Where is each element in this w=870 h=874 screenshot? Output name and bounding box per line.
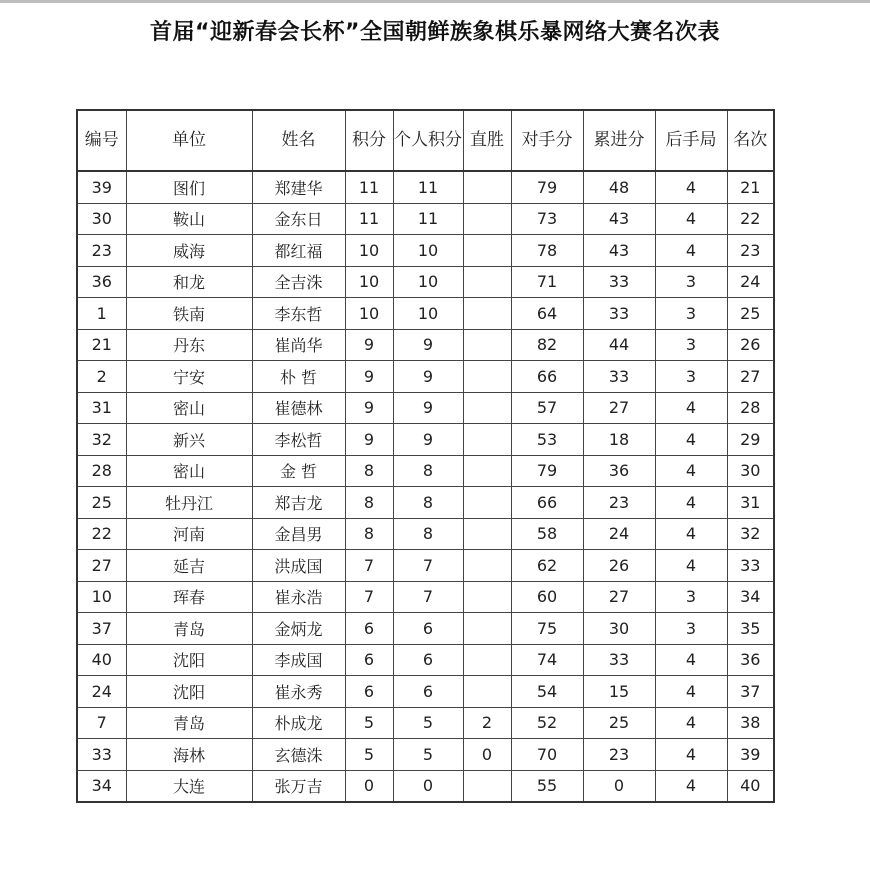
table-cell: 10 (393, 235, 463, 267)
table-cell: 图们 (126, 171, 252, 203)
table-cell: 都红福 (252, 235, 345, 267)
table-cell: 32 (77, 424, 126, 456)
table-cell: 4 (655, 644, 727, 676)
table-cell: 10 (345, 266, 393, 298)
table-cell (463, 361, 511, 393)
header-cell: 单位 (126, 110, 252, 171)
table-cell: 洪成国 (252, 550, 345, 582)
table-cell: 32 (727, 518, 774, 550)
table-cell: 9 (345, 392, 393, 424)
table-cell: 30 (77, 203, 126, 235)
table-cell: 26 (583, 550, 655, 582)
table-cell: 27 (77, 550, 126, 582)
table-row (77, 203, 774, 235)
table-cell: 4 (655, 203, 727, 235)
table-cell: 28 (727, 392, 774, 424)
table-cell: 5 (345, 739, 393, 771)
header-row (77, 110, 774, 171)
table-cell: 55 (511, 770, 583, 802)
table-cell: 3 (655, 329, 727, 361)
table-cell (463, 676, 511, 708)
table-cell: 31 (77, 392, 126, 424)
table-cell: 7 (345, 581, 393, 613)
table-row (77, 739, 774, 771)
table-cell: 30 (583, 613, 655, 645)
table-cell (463, 455, 511, 487)
table-cell: 31 (727, 487, 774, 519)
table-row (77, 581, 774, 613)
table-cell: 3 (655, 613, 727, 645)
table-cell (463, 770, 511, 802)
table-cell: 78 (511, 235, 583, 267)
table-cell: 7 (393, 581, 463, 613)
table-cell: 青岛 (126, 613, 252, 645)
table-cell: 4 (655, 518, 727, 550)
table-cell: 25 (77, 487, 126, 519)
table-cell: 8 (345, 455, 393, 487)
table-cell: 金昌男 (252, 518, 345, 550)
table-cell: 70 (511, 739, 583, 771)
table-row (77, 298, 774, 330)
table-cell: 和龙 (126, 266, 252, 298)
table-row (77, 676, 774, 708)
table-cell: 22 (77, 518, 126, 550)
table-cell: 7 (345, 550, 393, 582)
table-cell: 4 (655, 235, 727, 267)
table-row (77, 392, 774, 424)
table-cell: 74 (511, 644, 583, 676)
table-cell: 10 (77, 581, 126, 613)
table-cell: 朴 哲 (252, 361, 345, 393)
table-cell (463, 203, 511, 235)
table-row (77, 518, 774, 550)
table-cell: 52 (511, 707, 583, 739)
table-cell: 9 (345, 329, 393, 361)
table-cell: 密山 (126, 392, 252, 424)
table-cell: 37 (77, 613, 126, 645)
table-cell: 66 (511, 361, 583, 393)
table-cell: 8 (393, 518, 463, 550)
table-cell: 李成国 (252, 644, 345, 676)
table-cell: 大连 (126, 770, 252, 802)
table-cell: 39 (77, 171, 126, 203)
table-cell: 10 (393, 266, 463, 298)
table-cell: 珲春 (126, 581, 252, 613)
table-cell (463, 644, 511, 676)
header-cell: 姓名 (252, 110, 345, 171)
table-cell: 铁南 (126, 298, 252, 330)
table-cell: 37 (727, 676, 774, 708)
table-cell: 39 (727, 739, 774, 771)
table-row (77, 171, 774, 203)
table-cell: 27 (583, 581, 655, 613)
table-cell: 6 (393, 613, 463, 645)
table-cell: 6 (345, 613, 393, 645)
table-cell: 75 (511, 613, 583, 645)
table-cell: 27 (727, 361, 774, 393)
table-cell: 23 (583, 487, 655, 519)
table-cell: 张万吉 (252, 770, 345, 802)
table-cell: 66 (511, 487, 583, 519)
table-cell: 53 (511, 424, 583, 456)
table-cell: 25 (727, 298, 774, 330)
table-row (77, 455, 774, 487)
table-cell: 24 (727, 266, 774, 298)
table-cell: 9 (393, 392, 463, 424)
table-cell: 3 (655, 581, 727, 613)
header-cell: 后手局 (655, 110, 727, 171)
table-cell: 海林 (126, 739, 252, 771)
table-cell: 33 (583, 266, 655, 298)
table-cell: 6 (393, 644, 463, 676)
table-row (77, 361, 774, 393)
table-row (77, 329, 774, 361)
table-cell: 71 (511, 266, 583, 298)
table-row (77, 424, 774, 456)
table-body (77, 171, 774, 802)
table-cell: 48 (583, 171, 655, 203)
table-cell: 4 (655, 455, 727, 487)
table-cell: 10 (345, 235, 393, 267)
table-cell: 沈阳 (126, 644, 252, 676)
table-cell (463, 235, 511, 267)
table-cell: 4 (655, 707, 727, 739)
table-cell: 崔永浩 (252, 581, 345, 613)
table-cell: 4 (655, 487, 727, 519)
table-cell: 崔德林 (252, 392, 345, 424)
table-cell: 54 (511, 676, 583, 708)
table-cell (463, 487, 511, 519)
table-cell (463, 329, 511, 361)
table-cell: 4 (655, 424, 727, 456)
table-cell: 36 (583, 455, 655, 487)
table-cell: 新兴 (126, 424, 252, 456)
table-cell: 64 (511, 298, 583, 330)
table-cell: 崔永秀 (252, 676, 345, 708)
top-divider (0, 0, 870, 3)
table-cell: 9 (393, 361, 463, 393)
table-cell: 2 (77, 361, 126, 393)
table-cell: 40 (727, 770, 774, 802)
table-cell: 10 (345, 298, 393, 330)
table-cell (463, 171, 511, 203)
table-cell: 73 (511, 203, 583, 235)
table-cell: 8 (345, 518, 393, 550)
table-cell: 60 (511, 581, 583, 613)
table-cell: 河南 (126, 518, 252, 550)
table-cell: 3 (655, 298, 727, 330)
table-cell: 33 (583, 298, 655, 330)
table-cell: 33 (583, 644, 655, 676)
table-cell: 27 (583, 392, 655, 424)
table-row (77, 487, 774, 519)
table-cell: 崔尚华 (252, 329, 345, 361)
table-cell: 7 (77, 707, 126, 739)
header-cell: 对手分 (511, 110, 583, 171)
table-cell: 11 (345, 171, 393, 203)
table-cell: 40 (77, 644, 126, 676)
table-cell: 8 (393, 455, 463, 487)
table-cell: 22 (727, 203, 774, 235)
table-cell: 金炳龙 (252, 613, 345, 645)
table-cell: 7 (393, 550, 463, 582)
header-cell: 个人积分 (393, 110, 463, 171)
table-cell: 26 (727, 329, 774, 361)
table-row (77, 707, 774, 739)
table-cell: 18 (583, 424, 655, 456)
table-cell: 威海 (126, 235, 252, 267)
table-cell: 11 (393, 171, 463, 203)
table-cell: 青岛 (126, 707, 252, 739)
table-cell: 33 (727, 550, 774, 582)
table-cell: 10 (393, 298, 463, 330)
table-cell: 沈阳 (126, 676, 252, 708)
table-cell: 郑吉龙 (252, 487, 345, 519)
table-cell: 8 (345, 487, 393, 519)
table-cell: 82 (511, 329, 583, 361)
table-cell: 郑建华 (252, 171, 345, 203)
table-cell: 23 (583, 739, 655, 771)
table-cell: 62 (511, 550, 583, 582)
table-cell: 6 (393, 676, 463, 708)
table-cell (463, 266, 511, 298)
table-cell: 4 (655, 392, 727, 424)
table-row (77, 644, 774, 676)
header-cell: 积分 (345, 110, 393, 171)
table-cell: 牡丹江 (126, 487, 252, 519)
table-cell: 44 (583, 329, 655, 361)
table-cell: 23 (77, 235, 126, 267)
table-row (77, 266, 774, 298)
table-row (77, 770, 774, 802)
table-row (77, 613, 774, 645)
table-cell: 25 (583, 707, 655, 739)
table-cell: 0 (463, 739, 511, 771)
table-cell: 0 (345, 770, 393, 802)
table-cell: 24 (77, 676, 126, 708)
table-cell: 30 (727, 455, 774, 487)
table-cell: 4 (655, 171, 727, 203)
table-cell: 9 (393, 329, 463, 361)
table-cell: 43 (583, 203, 655, 235)
table-cell (463, 550, 511, 582)
table-cell: 5 (393, 707, 463, 739)
table-cell: 33 (77, 739, 126, 771)
table-cell: 21 (727, 171, 774, 203)
table-cell: 15 (583, 676, 655, 708)
table-cell: 9 (345, 361, 393, 393)
table-cell: 28 (77, 455, 126, 487)
table-cell: 密山 (126, 455, 252, 487)
table-cell: 29 (727, 424, 774, 456)
table-cell: 0 (583, 770, 655, 802)
table-cell: 38 (727, 707, 774, 739)
table-cell: 9 (393, 424, 463, 456)
table-cell: 21 (77, 329, 126, 361)
table-cell: 79 (511, 455, 583, 487)
table-cell (463, 424, 511, 456)
header-cell: 直胜 (463, 110, 511, 171)
header-cell: 累进分 (583, 110, 655, 171)
table-cell: 4 (655, 739, 727, 771)
table-cell: 33 (583, 361, 655, 393)
table-cell: 43 (583, 235, 655, 267)
table-cell: 35 (727, 613, 774, 645)
table-cell: 5 (393, 739, 463, 771)
table-cell: 鞍山 (126, 203, 252, 235)
table-cell: 3 (655, 361, 727, 393)
table-cell: 李松哲 (252, 424, 345, 456)
table-cell: 2 (463, 707, 511, 739)
table-cell: 11 (393, 203, 463, 235)
table-cell: 玄德洙 (252, 739, 345, 771)
table-cell: 4 (655, 676, 727, 708)
header-cell: 名次 (727, 110, 774, 171)
table-cell: 79 (511, 171, 583, 203)
table-cell: 朴成龙 (252, 707, 345, 739)
table-cell (463, 613, 511, 645)
table-cell: 34 (727, 581, 774, 613)
table-cell: 4 (655, 770, 727, 802)
table-row (77, 235, 774, 267)
table-cell: 6 (345, 676, 393, 708)
table-cell: 34 (77, 770, 126, 802)
table-cell: 24 (583, 518, 655, 550)
table-cell: 5 (345, 707, 393, 739)
table-cell: 3 (655, 266, 727, 298)
page-title: 首届“迎新春会长杯”全国朝鲜族象棋乐暴网络大赛名次表 (150, 20, 720, 45)
table-cell (463, 298, 511, 330)
table-cell (463, 581, 511, 613)
table-cell: 9 (345, 424, 393, 456)
table-cell: 4 (655, 550, 727, 582)
table-cell: 0 (393, 770, 463, 802)
table-cell: 李东哲 (252, 298, 345, 330)
table-cell: 全吉洙 (252, 266, 345, 298)
header-cell: 编号 (77, 110, 126, 171)
table-cell: 23 (727, 235, 774, 267)
table-cell: 宁安 (126, 361, 252, 393)
table-cell (463, 392, 511, 424)
table-row (77, 550, 774, 582)
table-cell: 58 (511, 518, 583, 550)
table-cell: 11 (345, 203, 393, 235)
table-cell: 6 (345, 644, 393, 676)
table-cell: 延吉 (126, 550, 252, 582)
table-cell: 1 (77, 298, 126, 330)
table-cell: 57 (511, 392, 583, 424)
table-cell (463, 518, 511, 550)
standings-table (76, 109, 775, 803)
table-cell: 8 (393, 487, 463, 519)
table-cell: 36 (77, 266, 126, 298)
table-cell: 丹东 (126, 329, 252, 361)
table-cell: 金东日 (252, 203, 345, 235)
table-cell: 金 哲 (252, 455, 345, 487)
table-cell: 36 (727, 644, 774, 676)
